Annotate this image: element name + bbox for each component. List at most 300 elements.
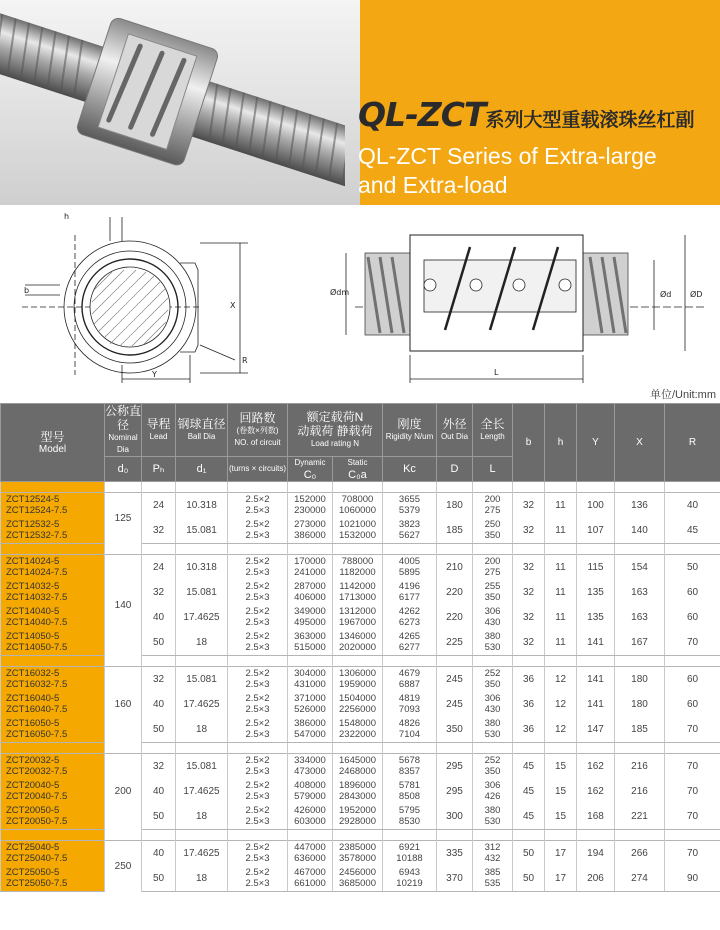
r-cell: 70 bbox=[665, 804, 720, 830]
ball-dia-cell: 18 bbox=[176, 804, 228, 830]
model-cell bbox=[1, 667, 105, 693]
length-cell-value: 306 bbox=[484, 605, 501, 617]
y-cell: 141 bbox=[577, 692, 615, 717]
y-cell: 107 bbox=[577, 518, 615, 544]
x-cell: 154 bbox=[615, 555, 665, 581]
dynamic-load-cell-value: 386000 bbox=[294, 529, 326, 541]
b-cell: 32 bbox=[513, 630, 545, 656]
rigidity-cell-value: 10219 bbox=[396, 877, 423, 889]
length-cell-value: 530 bbox=[484, 815, 501, 827]
rigidity-cell-value: 8357 bbox=[398, 765, 421, 777]
model-name: ZCT20032-5 bbox=[6, 754, 60, 766]
length-cell bbox=[473, 580, 513, 605]
lead-cell: 50 bbox=[142, 717, 176, 743]
label-r: R bbox=[242, 356, 248, 365]
rigidity-cell bbox=[383, 518, 437, 544]
static-load-cell bbox=[333, 555, 383, 581]
circuit-cell-value: 2.5×3 bbox=[245, 591, 270, 603]
sym-nominal: d₀ bbox=[105, 457, 142, 482]
circuit-cell bbox=[228, 692, 288, 717]
rigidity-cell bbox=[383, 667, 437, 693]
dynamic-load-cell-value: 579000 bbox=[294, 790, 326, 802]
rigidity-cell-value: 5678 bbox=[398, 754, 421, 766]
circuit-cell-value: 2.5×3 bbox=[245, 616, 270, 628]
model-cell bbox=[1, 692, 105, 717]
static-load-cell bbox=[333, 493, 383, 519]
circuit-cell-value: 2.5×2 bbox=[245, 804, 270, 816]
circuit-cell bbox=[228, 866, 288, 892]
dynamic-load-cell bbox=[288, 717, 333, 743]
model-name: ZCT25040-5 bbox=[6, 841, 60, 853]
circuit-cell-value: 2.5×3 bbox=[245, 641, 270, 653]
length-cell-value: 430 bbox=[484, 616, 501, 628]
length-cell-value: 312 bbox=[484, 841, 501, 853]
dynamic-load-cell-value: 334000 bbox=[294, 754, 326, 766]
rigidity-cell-value: 5379 bbox=[398, 504, 421, 516]
circuit-cell-value: 2.5×2 bbox=[245, 779, 270, 791]
rigidity-cell-value: 6943 bbox=[398, 866, 421, 878]
x-cell: 180 bbox=[615, 692, 665, 717]
y-cell: 135 bbox=[577, 605, 615, 630]
static-load-cell-value: 2020000 bbox=[339, 641, 376, 653]
out-dia-cell: 300 bbox=[437, 804, 473, 830]
out-dia-cell: 245 bbox=[437, 692, 473, 717]
length-cell-value: 385 bbox=[484, 866, 501, 878]
label-outer-d: ØD bbox=[690, 290, 703, 299]
r-cell: 70 bbox=[665, 779, 720, 804]
dynamic-load-cell-value: 473000 bbox=[294, 765, 326, 777]
series-name: QL-ZCT bbox=[358, 95, 486, 134]
length-cell-value: 350 bbox=[484, 591, 501, 603]
length-cell-value: 380 bbox=[484, 630, 501, 642]
y-cell: 135 bbox=[577, 580, 615, 605]
circuit-cell-value: 2.5×3 bbox=[245, 566, 270, 578]
sym-ball: d₁ bbox=[176, 457, 228, 482]
label-dm: Ødm bbox=[330, 288, 350, 297]
end-view-drawing bbox=[22, 217, 248, 383]
lead-cell: 24 bbox=[142, 493, 176, 519]
model-name: ZCT16032-5 bbox=[6, 667, 60, 679]
circuit-cell-value: 2.5×2 bbox=[245, 555, 270, 567]
model-name: ZCT16040-7.5 bbox=[6, 703, 68, 715]
model-name: ZCT16032-7.5 bbox=[6, 678, 68, 690]
sym-circuit: (turns × circuits) bbox=[228, 457, 288, 482]
sym-lead: Pₕ bbox=[142, 457, 176, 482]
dynamic-load-cell bbox=[288, 804, 333, 830]
static-load-cell-value: 1959000 bbox=[339, 678, 376, 690]
dynamic-load-cell-value: 386000 bbox=[294, 717, 326, 729]
rigidity-cell bbox=[383, 493, 437, 519]
static-load-cell-value: 708000 bbox=[341, 493, 374, 505]
out-dia-cell: 185 bbox=[437, 518, 473, 544]
rigidity-cell bbox=[383, 779, 437, 804]
dynamic-load-cell-value: 431000 bbox=[294, 678, 326, 690]
ball-dia-cell: 17.4625 bbox=[176, 841, 228, 867]
dynamic-load-cell bbox=[288, 493, 333, 519]
circuit-cell-value: 2.5×3 bbox=[245, 529, 270, 541]
ball-dia-cell: 18 bbox=[176, 866, 228, 892]
x-cell: 140 bbox=[615, 518, 665, 544]
circuit-cell bbox=[228, 804, 288, 830]
h-cell: 15 bbox=[545, 779, 577, 804]
static-load-cell-value: 2456000 bbox=[339, 866, 376, 878]
label-d: Ød bbox=[660, 290, 672, 299]
length-cell-value: 250 bbox=[484, 518, 501, 530]
b-cell: 36 bbox=[513, 667, 545, 693]
y-cell: 115 bbox=[577, 555, 615, 581]
static-load-cell-value: 2322000 bbox=[339, 728, 376, 740]
model-name: ZCT12532-5 bbox=[6, 518, 60, 530]
length-cell-value: 200 bbox=[484, 555, 501, 567]
col-lead: 导程 Lead bbox=[142, 404, 176, 457]
table-row bbox=[1, 754, 720, 780]
dynamic-load-cell bbox=[288, 692, 333, 717]
out-dia-cell: 220 bbox=[437, 605, 473, 630]
h-cell: 17 bbox=[545, 841, 577, 867]
static-load-cell bbox=[333, 630, 383, 656]
rigidity-cell-value: 8508 bbox=[398, 790, 421, 802]
y-cell: 168 bbox=[577, 804, 615, 830]
model-name: ZCT14050-5 bbox=[6, 630, 60, 642]
circuit-cell bbox=[228, 630, 288, 656]
static-load-cell-value: 1713000 bbox=[339, 591, 376, 603]
model-name: ZCT16040-5 bbox=[6, 692, 60, 704]
model-name: ZCT20040-5 bbox=[6, 779, 60, 791]
b-cell: 36 bbox=[513, 717, 545, 743]
dynamic-load-cell-value: 467000 bbox=[294, 866, 326, 878]
ball-dia-cell: 17.4625 bbox=[176, 605, 228, 630]
col-length: 全长 Length bbox=[473, 404, 513, 457]
circuit-cell-value: 2.5×3 bbox=[245, 815, 270, 827]
r-cell: 60 bbox=[665, 667, 720, 693]
group-gap bbox=[1, 482, 720, 493]
product-photo bbox=[0, 0, 360, 205]
sym-l: L bbox=[473, 457, 513, 482]
rigidity-cell-value: 4265 bbox=[398, 630, 421, 642]
x-cell: 180 bbox=[615, 667, 665, 693]
dynamic-load-cell bbox=[288, 605, 333, 630]
dynamic-load-cell-value: 241000 bbox=[294, 566, 326, 578]
model-name: ZCT25050-5 bbox=[6, 866, 60, 878]
lead-cell: 32 bbox=[142, 518, 176, 544]
static-load-cell bbox=[333, 717, 383, 743]
lead-cell: 32 bbox=[142, 667, 176, 693]
model-cell bbox=[1, 866, 105, 892]
dynamic-load-cell-value: 363000 bbox=[294, 630, 326, 642]
sym-dyn: Dynamic C₀ bbox=[288, 457, 333, 482]
r-cell: 60 bbox=[665, 605, 720, 630]
nominal-dia: 160 bbox=[105, 667, 142, 743]
h-cell: 11 bbox=[545, 555, 577, 581]
label-y: Y bbox=[152, 370, 157, 379]
rigidity-cell bbox=[383, 754, 437, 780]
length-cell-value: 530 bbox=[484, 641, 501, 653]
static-load-cell-value: 2385000 bbox=[339, 841, 376, 853]
static-load-cell-value: 1504000 bbox=[339, 692, 376, 704]
model-cell bbox=[1, 518, 105, 544]
length-cell bbox=[473, 841, 513, 867]
y-cell: 141 bbox=[577, 630, 615, 656]
static-load-cell-value: 1021000 bbox=[339, 518, 376, 530]
col-ball: 钢球直径 Ball Dia bbox=[176, 404, 228, 457]
out-dia-cell: 220 bbox=[437, 580, 473, 605]
label-b: b bbox=[24, 286, 30, 295]
model-name: ZCT20040-7.5 bbox=[6, 790, 68, 802]
nominal-dia: 250 bbox=[105, 841, 142, 892]
col-x: X bbox=[615, 404, 665, 482]
model-cell bbox=[1, 754, 105, 780]
dynamic-load-cell-value: 152000 bbox=[294, 493, 326, 505]
lead-cell: 32 bbox=[142, 580, 176, 605]
model-cell bbox=[1, 555, 105, 581]
model-name: ZCT20032-7.5 bbox=[6, 765, 68, 777]
x-cell: 266 bbox=[615, 841, 665, 867]
dynamic-load-cell-value: 408000 bbox=[294, 779, 326, 791]
length-cell-value: 350 bbox=[484, 529, 501, 541]
b-cell: 32 bbox=[513, 580, 545, 605]
b-cell: 45 bbox=[513, 779, 545, 804]
dynamic-load-cell-value: 287000 bbox=[294, 580, 326, 592]
length-cell-value: 252 bbox=[484, 754, 501, 766]
circuit-cell-value: 2.5×3 bbox=[245, 678, 270, 690]
static-load-cell-value: 1346000 bbox=[339, 630, 376, 642]
length-cell bbox=[473, 779, 513, 804]
static-load-cell-value: 1896000 bbox=[339, 779, 376, 791]
group-gap bbox=[1, 656, 720, 667]
rigidity-cell bbox=[383, 717, 437, 743]
static-load-cell-value: 3578000 bbox=[339, 852, 376, 864]
length-cell-value: 350 bbox=[484, 678, 501, 690]
rigidity-cell-value: 5627 bbox=[398, 529, 421, 541]
static-load-cell bbox=[333, 518, 383, 544]
sym-d: D bbox=[437, 457, 473, 482]
model-name: ZCT25050-7.5 bbox=[6, 877, 68, 889]
col-circuit: 回路数 (卷数×列数) NO. of circuit bbox=[228, 404, 288, 457]
group-gap bbox=[1, 830, 720, 841]
col-nominal: 公称直径 Nominal Dia bbox=[105, 404, 142, 457]
x-cell: 167 bbox=[615, 630, 665, 656]
circuit-cell-value: 2.5×2 bbox=[245, 518, 270, 530]
h-cell: 17 bbox=[545, 866, 577, 892]
spec-table bbox=[0, 403, 720, 892]
dynamic-load-cell bbox=[288, 518, 333, 544]
length-cell bbox=[473, 630, 513, 656]
out-dia-cell: 210 bbox=[437, 555, 473, 581]
static-load-cell-value: 2256000 bbox=[339, 703, 376, 715]
h-cell: 12 bbox=[545, 692, 577, 717]
h-cell: 11 bbox=[545, 493, 577, 519]
label-h: h bbox=[64, 212, 70, 221]
r-cell: 60 bbox=[665, 692, 720, 717]
r-cell: 60 bbox=[665, 580, 720, 605]
static-load-cell-value: 2468000 bbox=[339, 765, 376, 777]
circuit-cell bbox=[228, 717, 288, 743]
circuit-cell-value: 2.5×3 bbox=[245, 504, 270, 516]
length-cell bbox=[473, 692, 513, 717]
circuit-cell bbox=[228, 493, 288, 519]
col-model: 型号 Model bbox=[1, 404, 105, 482]
static-load-cell-value: 1952000 bbox=[339, 804, 376, 816]
circuit-cell bbox=[228, 518, 288, 544]
length-cell-value: 275 bbox=[484, 504, 501, 516]
y-cell: 141 bbox=[577, 667, 615, 693]
model-cell bbox=[1, 493, 105, 519]
circuit-cell-value: 2.5×2 bbox=[245, 717, 270, 729]
rigidity-cell-value: 4262 bbox=[398, 605, 421, 617]
b-cell: 32 bbox=[513, 605, 545, 630]
model-name: ZCT16050-7.5 bbox=[6, 728, 68, 740]
model-cell bbox=[1, 779, 105, 804]
model-name: ZCT14024-7.5 bbox=[6, 566, 68, 578]
title-english-line1: QL-ZCT Series of Extra-large bbox=[358, 143, 657, 169]
ball-screw-photo bbox=[0, 0, 345, 205]
r-cell: 45 bbox=[665, 518, 720, 544]
dynamic-load-cell-value: 371000 bbox=[294, 692, 326, 704]
model-name: ZCT14024-5 bbox=[6, 555, 60, 567]
ball-dia-cell: 18 bbox=[176, 717, 228, 743]
sym-kc: Kc bbox=[383, 457, 437, 482]
ball-dia-cell: 17.4625 bbox=[176, 779, 228, 804]
model-name: ZCT20050-5 bbox=[6, 804, 60, 816]
rigidity-cell bbox=[383, 630, 437, 656]
col-rigidity: 刚度 Rigidity N/um bbox=[383, 404, 437, 457]
length-cell-value: 306 bbox=[484, 779, 501, 791]
circuit-cell bbox=[228, 841, 288, 867]
side-view-drawing bbox=[346, 235, 705, 383]
rigidity-cell-value: 7104 bbox=[398, 728, 421, 740]
label-l: L bbox=[494, 368, 499, 377]
circuit-cell-value: 2.5×2 bbox=[245, 692, 270, 704]
static-load-cell-value: 1532000 bbox=[339, 529, 376, 541]
col-r: R bbox=[665, 404, 720, 482]
static-load-cell bbox=[333, 605, 383, 630]
circuit-cell bbox=[228, 667, 288, 693]
rigidity-cell-value: 4819 bbox=[398, 692, 421, 704]
length-cell-value: 530 bbox=[484, 728, 501, 740]
ball-dia-cell: 15.081 bbox=[176, 754, 228, 780]
model-name: ZCT14032-7.5 bbox=[6, 591, 68, 603]
out-dia-cell: 180 bbox=[437, 493, 473, 519]
rigidity-cell bbox=[383, 866, 437, 892]
circuit-cell-value: 2.5×3 bbox=[245, 703, 270, 715]
dynamic-load-cell-value: 273000 bbox=[294, 518, 326, 530]
out-dia-cell: 335 bbox=[437, 841, 473, 867]
rigidity-cell-value: 3823 bbox=[398, 518, 421, 530]
b-cell: 50 bbox=[513, 841, 545, 867]
circuit-cell-value: 2.5×3 bbox=[245, 852, 270, 864]
circuit-cell bbox=[228, 580, 288, 605]
dynamic-load-cell bbox=[288, 866, 333, 892]
length-cell-value: 432 bbox=[484, 852, 501, 864]
model-cell bbox=[1, 605, 105, 630]
dynamic-load-cell-value: 426000 bbox=[294, 804, 326, 816]
out-dia-cell: 370 bbox=[437, 866, 473, 892]
model-cell bbox=[1, 630, 105, 656]
r-cell: 40 bbox=[665, 493, 720, 519]
rigidity-cell-value: 7093 bbox=[398, 703, 421, 715]
circuit-cell-value: 2.5×2 bbox=[245, 605, 270, 617]
title-chinese bbox=[358, 95, 694, 134]
b-cell: 36 bbox=[513, 692, 545, 717]
static-load-cell-value: 788000 bbox=[341, 555, 374, 567]
lead-cell: 40 bbox=[142, 605, 176, 630]
x-cell: 216 bbox=[615, 754, 665, 780]
rigidity-cell bbox=[383, 692, 437, 717]
dynamic-load-cell-value: 661000 bbox=[294, 877, 326, 889]
h-cell: 12 bbox=[545, 667, 577, 693]
length-cell-value: 380 bbox=[484, 804, 501, 816]
label-x: X bbox=[230, 301, 236, 310]
length-cell-value: 252 bbox=[484, 667, 501, 679]
out-dia-cell: 245 bbox=[437, 667, 473, 693]
table-row bbox=[1, 493, 720, 519]
dynamic-load-cell-value: 547000 bbox=[294, 728, 326, 740]
rigidity-cell-value: 8530 bbox=[398, 815, 421, 827]
rigidity-cell-value: 6887 bbox=[398, 678, 421, 690]
length-cell bbox=[473, 605, 513, 630]
dynamic-load-cell bbox=[288, 754, 333, 780]
circuit-cell-value: 2.5×2 bbox=[245, 866, 270, 878]
lead-cell: 24 bbox=[142, 555, 176, 581]
r-cell: 70 bbox=[665, 841, 720, 867]
circuit-cell-value: 2.5×3 bbox=[245, 728, 270, 740]
model-name: ZCT12524-7.5 bbox=[6, 504, 68, 516]
circuit-cell bbox=[228, 754, 288, 780]
out-dia-cell: 295 bbox=[437, 779, 473, 804]
r-cell: 70 bbox=[665, 754, 720, 780]
y-cell: 162 bbox=[577, 779, 615, 804]
h-cell: 15 bbox=[545, 804, 577, 830]
rigidity-cell-value: 6273 bbox=[398, 616, 421, 628]
model-name: ZCT14050-7.5 bbox=[6, 641, 68, 653]
lead-cell: 40 bbox=[142, 779, 176, 804]
dynamic-load-cell-value: 636000 bbox=[294, 852, 326, 864]
static-load-cell-value: 1306000 bbox=[339, 667, 376, 679]
rigidity-cell-value: 3655 bbox=[398, 493, 421, 505]
length-cell-value: 306 bbox=[484, 692, 501, 704]
b-cell: 32 bbox=[513, 555, 545, 581]
h-cell: 12 bbox=[545, 717, 577, 743]
ball-dia-cell: 15.081 bbox=[176, 667, 228, 693]
length-cell bbox=[473, 754, 513, 780]
ball-dia-cell: 10.318 bbox=[176, 493, 228, 519]
rigidity-cell bbox=[383, 580, 437, 605]
dynamic-load-cell bbox=[288, 841, 333, 867]
h-cell: 11 bbox=[545, 630, 577, 656]
lead-cell: 32 bbox=[142, 754, 176, 780]
rigidity-cell-value: 5795 bbox=[398, 804, 421, 816]
dynamic-load-cell bbox=[288, 580, 333, 605]
out-dia-cell: 350 bbox=[437, 717, 473, 743]
model-name: ZCT14040-5 bbox=[6, 605, 60, 617]
static-load-cell-value: 1142000 bbox=[339, 580, 376, 592]
series-name-cn: 系列大型重载滚珠丝杠副 bbox=[485, 109, 695, 131]
table-header bbox=[1, 404, 720, 482]
ball-dia-cell: 10.318 bbox=[176, 555, 228, 581]
ball-dia-cell: 15.081 bbox=[176, 518, 228, 544]
circuit-cell bbox=[228, 555, 288, 581]
rigidity-cell bbox=[383, 605, 437, 630]
header-banner bbox=[0, 0, 720, 205]
length-cell-value: 200 bbox=[484, 493, 501, 505]
static-load-cell-value: 2843000 bbox=[339, 790, 376, 802]
dynamic-load-cell bbox=[288, 630, 333, 656]
dynamic-load-cell bbox=[288, 779, 333, 804]
lead-cell: 50 bbox=[142, 630, 176, 656]
model-name: ZCT14040-7.5 bbox=[6, 616, 68, 628]
technical-drawings bbox=[0, 205, 720, 385]
x-cell: 136 bbox=[615, 493, 665, 519]
